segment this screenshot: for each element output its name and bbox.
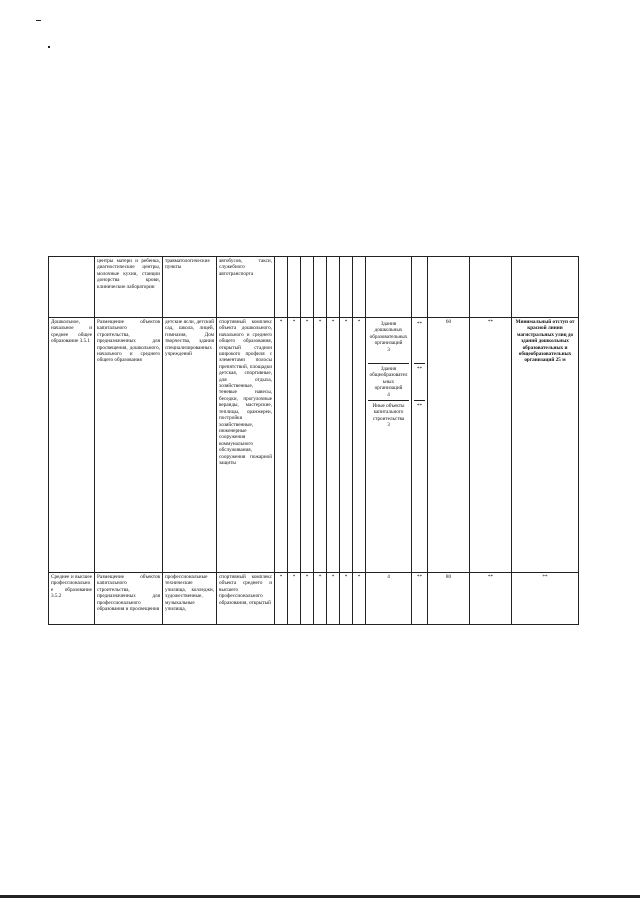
cell-mark: *: [340, 573, 353, 625]
cell-examples: травматологические пункты: [163, 257, 217, 318]
cell-mark: *: [327, 573, 340, 625]
cell-description: Размещение объектов капитального строительства, предназначенных для профессионального образования и просвещения: [95, 573, 163, 625]
cell-mark: *: [288, 573, 301, 625]
cell-mark: *: [340, 318, 353, 573]
cell-mark: [301, 257, 314, 318]
sub-floors: **: [416, 403, 423, 409]
cell-mark: *: [275, 573, 288, 625]
cell-mark: [275, 257, 288, 318]
cell-note: Минимальный отступ от красной линии магистральных улиц до зданий дошкольных образовательных и общеобразовательных организаций 25 м: [512, 318, 579, 573]
cell-area: 60: [428, 318, 470, 573]
table-row: [49, 257, 579, 318]
cell-objects-split: [366, 318, 412, 573]
table-row: [49, 573, 579, 625]
cell-coverage: [470, 257, 512, 318]
sub-object: [368, 401, 409, 547]
cell-permitted: спортивный комплекс объекта среднего и высшего профессионального образования, открытый: [217, 573, 275, 625]
sub-floors: **: [414, 364, 425, 401]
cell-coverage: **: [470, 318, 512, 573]
scan-dash: [36, 20, 41, 21]
cell-name: Среднее и высшее профессиональное образование 3.5.2: [49, 573, 95, 625]
sub-object-value: 4: [387, 391, 390, 398]
sub-object-label: Здания дошкольных образовательных организаций: [369, 321, 408, 347]
cell-mark: [314, 257, 327, 318]
land-use-regulations-table: [48, 256, 579, 625]
cell-note: **: [512, 573, 579, 625]
cell-permitted: автобусов, такси, служебного автотранспорта: [217, 257, 275, 318]
cell-name: Дошкольное, начальное и среднее общее образование 3.5.1: [49, 318, 95, 573]
table-row: [49, 318, 579, 573]
cell-note: [512, 257, 579, 318]
cell-mark: *: [314, 318, 327, 573]
cell-area: [428, 257, 470, 318]
cell-name: [49, 257, 95, 318]
cell-description: Размещение объектов капитального строительства, предназначенных для просвещения, дошкольного, начального и среднего общего образования: [95, 318, 163, 573]
sub-object: [368, 319, 409, 364]
sub-floors: **: [414, 319, 425, 364]
cell-mark: [353, 257, 366, 318]
cell-floors: [412, 257, 428, 318]
cell-mark: *: [314, 573, 327, 625]
scan-bottom-edge: [0, 895, 640, 898]
cell-coverage: **: [470, 573, 512, 625]
cell-description: центры матери и ребенка, диагностические центры, молочные кухни, станции донорства крови, клинические лаборатории: [95, 257, 163, 318]
sub-object-label: Здания общеобразовательных организаций: [369, 366, 408, 392]
cell-mark: *: [327, 318, 340, 573]
sub-object-label: Иные объекты капитального строительства: [372, 403, 405, 422]
cell-mark: *: [353, 573, 366, 625]
cell-mark: *: [275, 318, 288, 573]
cell-mark: [288, 257, 301, 318]
scan-dot: [48, 46, 50, 48]
cell-objects: 4: [366, 573, 412, 625]
cell-mark: *: [301, 573, 314, 625]
cell-area: 80: [428, 573, 470, 625]
cell-floors: **: [412, 573, 428, 625]
sub-object: [368, 364, 409, 401]
cell-mark: *: [301, 318, 314, 573]
cell-mark: [340, 257, 353, 318]
cell-mark: [327, 257, 340, 318]
cell-permitted: спортивный комплекс объекта дошкольного, начального и среднего общего образования, открытый стадион широкого профиля с элементами полосы препятствий, площадки детская, спортивные, для отдыха, хозяйственные, теневые навесы, беседки, прогулочные веранды, мастерские, теплицы, оранжереи, постройки хозяйственные, инженерные сооружения коммунального обслуживания, сооружения пожарной защиты: [217, 318, 275, 573]
cell-objects: [366, 257, 412, 318]
cell-examples: детские ясли, детский сад, школа, лицей, гимназия, Дом творчества, здания специализированных учреждений: [163, 318, 217, 573]
cell-examples: профессиональные технические училища, колледжи, художественные, музыкальные училища,: [163, 573, 217, 625]
cell-floors-split: [412, 318, 428, 573]
cell-mark: *: [353, 318, 366, 573]
sub-object-value: 3: [387, 346, 390, 353]
cell-mark: *: [288, 318, 301, 573]
sub-object-value: 3: [387, 422, 390, 429]
